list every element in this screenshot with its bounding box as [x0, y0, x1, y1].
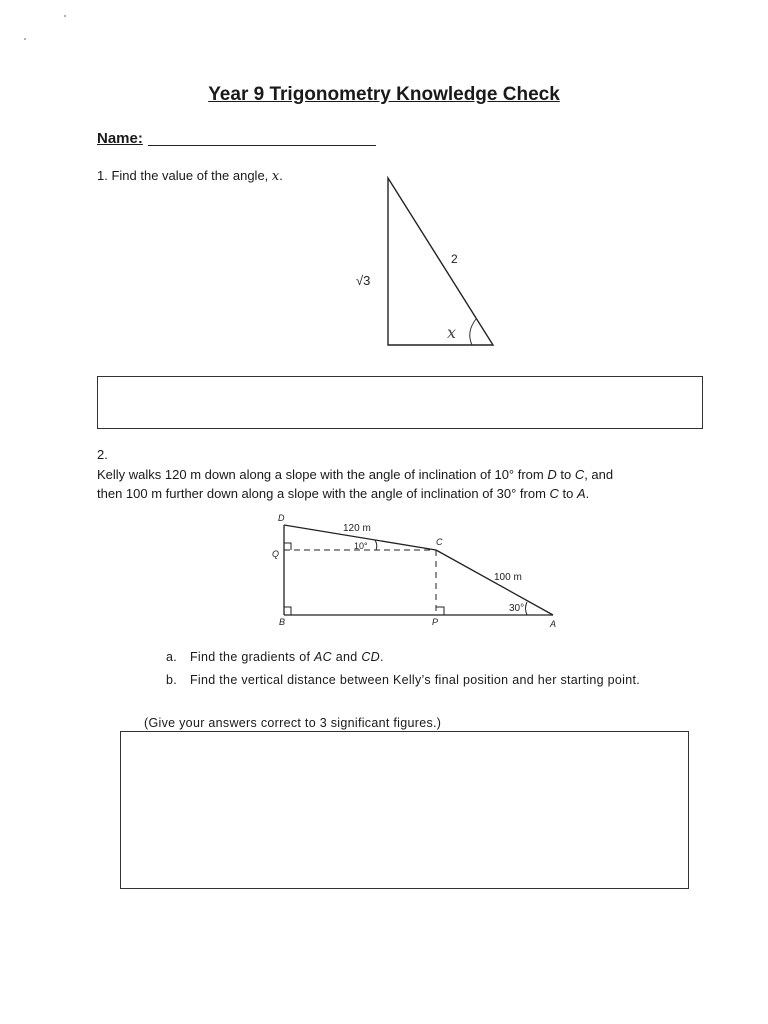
- part-a-ac: AC: [314, 650, 333, 664]
- label-C: C: [436, 537, 443, 547]
- part-a-label: a.: [166, 650, 178, 664]
- question-2-number: 2.: [97, 447, 108, 462]
- q2-line1-end: , and: [584, 467, 614, 482]
- q2-line2-end: .: [585, 486, 590, 501]
- label-D: D: [278, 513, 285, 523]
- q2-line2-to: to: [558, 486, 577, 501]
- q2-line1-text: Kelly walks 120 m down along a slope with the angle of inclination of 10° from: [97, 467, 548, 482]
- angle-D-label: 10°: [354, 541, 368, 551]
- label-B: B: [279, 617, 286, 627]
- part-b: [166, 671, 686, 689]
- right-angle-B: [284, 607, 291, 615]
- label-A: A: [550, 619, 557, 629]
- length-CA-label: 100 m: [494, 572, 522, 583]
- right-angle-P: [436, 607, 444, 615]
- angle-arc-D: [375, 540, 377, 550]
- part-a-cd: CD: [361, 650, 380, 664]
- q2-point-c2: C: [549, 486, 559, 501]
- question-1-end: .: [279, 168, 283, 183]
- angle-A-label: 30°: [509, 603, 525, 614]
- q2-line2-text: then 100 m further down along a slope with the angle of inclination of 30° from: [97, 486, 550, 501]
- part-a-end: .: [379, 650, 384, 664]
- question-1-text: 1. Find the value of the angle,: [97, 168, 272, 183]
- right-angle-Q: [284, 543, 291, 550]
- part-a: [166, 648, 686, 666]
- q2-point-a: A: [577, 486, 586, 501]
- angle-arc-A: [526, 602, 528, 615]
- q2-point-d: D: [547, 467, 557, 482]
- answer-box-1[interactable]: [97, 376, 703, 429]
- label-Q: Q: [272, 549, 280, 559]
- name-label: Name:: [97, 130, 143, 147]
- vertical-side-label: √3: [356, 273, 371, 288]
- angle-x-label: x: [447, 323, 457, 342]
- hypotenuse-label: 2: [451, 252, 458, 266]
- slope-figure: [0, 500, 768, 640]
- question-2-text: [97, 465, 687, 503]
- label-P: P: [432, 617, 439, 627]
- answer-note: (Give your answers correct to 3 significant figures.): [144, 716, 442, 730]
- q2-point-c: C: [574, 467, 585, 482]
- length-DC-label: 120 m: [343, 523, 371, 534]
- question-2-parts: [166, 648, 686, 694]
- answer-box-2[interactable]: [120, 731, 689, 889]
- triangle-figure: [0, 0, 768, 400]
- page-title: Year 9 Trigonometry Knowledge Check: [208, 84, 560, 105]
- part-a-and: and: [332, 650, 362, 664]
- part-b-text: Find the vertical distance between Kelly’s final position and her starting point.: [190, 673, 641, 687]
- angle-arc: [470, 319, 476, 345]
- right-triangle: [388, 178, 493, 345]
- part-a-text: Find the gradients of: [190, 650, 315, 664]
- question-1-variable: x: [271, 169, 280, 184]
- part-b-label: b.: [166, 673, 178, 687]
- q2-line1-to: to: [556, 467, 575, 482]
